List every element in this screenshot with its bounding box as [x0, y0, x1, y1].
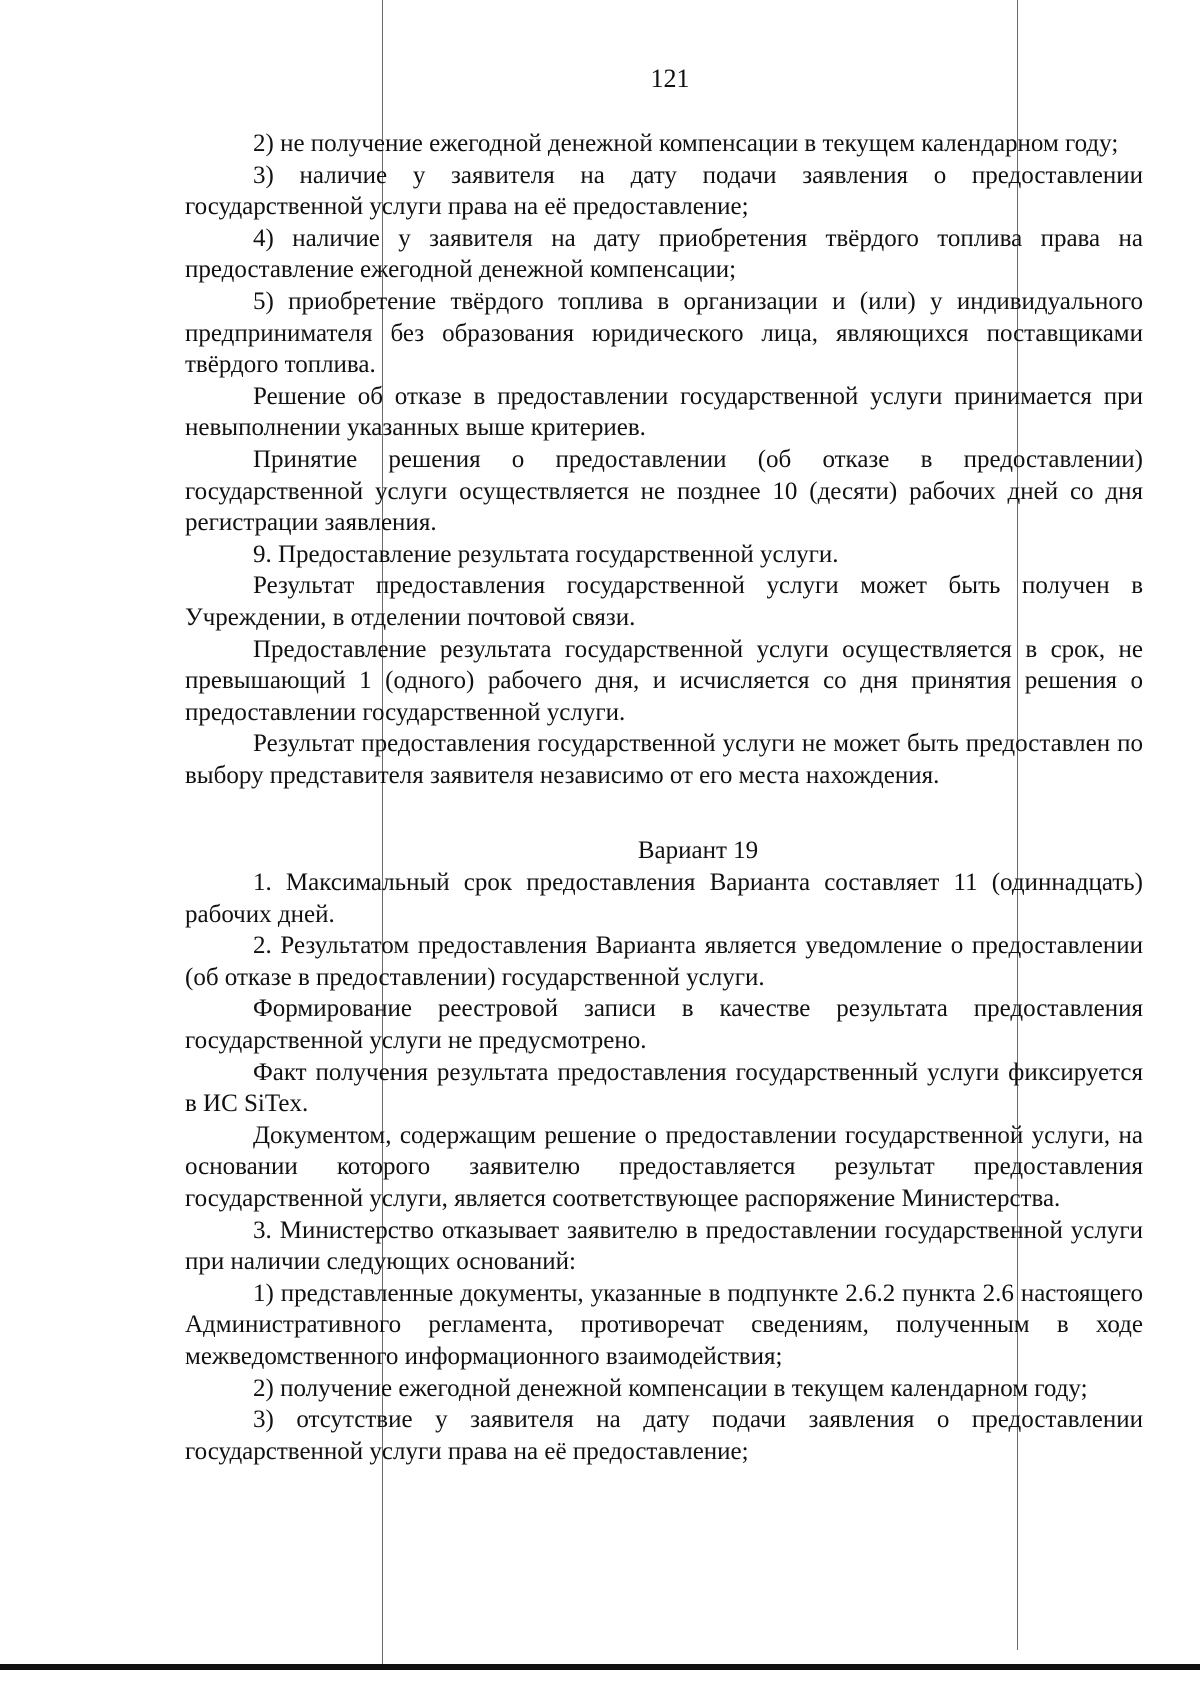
paragraph: Предоставление результата государственной услуги осуществляется в срок, не превышающий 1 (одного) рабочего дня, и исчисляется со дня принятия решения о предоставлении государственной услуги.	[185, 635, 1143, 726]
page-number: 121	[650, 64, 690, 93]
paragraph: 3) отсутствие у заявителя на дату подачи заявления о предоставлении государственной услуги права на её предоставление;	[185, 1406, 1143, 1465]
paragraph: Формирование реестровой записи в качестве результата предоставления государственной услуги не предусмотрено.	[185, 995, 1143, 1055]
paragraph: 3. Министерство отказывает заявителю в предоставлении государственной услуги при наличии следующих оснований:	[185, 1216, 1143, 1276]
paragraph: Факт получения результата предоставления государственный услуги фиксируется в ИС SiTex.	[185, 1058, 1143, 1118]
paragraph: Решение об отказе в предоставлении государственной услуги принимается при невыполнении указанных выше критериев.	[185, 382, 1143, 442]
paragraph: Документом, содержащим решение о предоставлении государственной услуги, на основании которого заявителю предоставляется результат предоставления государственной услуги, является соответствующее распоряжение Министерства.	[185, 1121, 1143, 1212]
paragraph: 4) наличие у заявителя на дату приобретения твёрдого топлива права на предоставление ежегодной денежной компенсации;	[185, 224, 1143, 284]
bottom-edge-rule	[0, 1664, 1200, 1670]
paragraph: 1. Максимальный срок предоставления Варианта составляет 11 (одиннадцать) рабочих дней.	[185, 869, 1143, 928]
paragraph: 1) представленные документы, указанные в подпункте 2.6.2 пункта 2.6 настоящего Административного регламента, противоречат сведениям, полученным в ходе межведомственного информационного взаимодействия;	[185, 1279, 1143, 1370]
paragraph: Результат предоставления государственной услуги не может быть предоставлен по выбору представителя заявителя независимо от его места нахождения.	[185, 730, 1143, 789]
paragraph: 9. Предоставление результата государственной услуги.	[253, 540, 839, 568]
paragraph: 5) приобретение твёрдого топлива в организации и (или) у индивидуального предпринимателя без образования юридического лица, являющихся поставщиками твёрдого топлива.	[185, 287, 1143, 379]
document-body	[185, 128, 1143, 1467]
paragraph: 2. Результатом предоставления Варианта является уведомление о предоставлении (об отказе в предоставлении) государственной услуги.	[185, 932, 1143, 991]
paragraph: 3) наличие у заявителя на дату подачи заявления о предоставлении государственной услуги права на её предоставление;	[185, 161, 1143, 221]
paragraph: Принятие решения о предоставлении (об отказе в предоставлении) государственной услуги осуществляется не позднее 10 (десяти) рабочих дней со дня регистрации заявления.	[185, 445, 1143, 537]
paragraph: 2) не получение ежегодной денежной компенсации в текущем календарном году;	[253, 130, 1119, 157]
section-heading: Вариант 19	[637, 837, 759, 865]
paragraph: 2) получение ежегодной денежной компенсации в текущем календарном году;	[253, 1374, 1088, 1402]
paragraph: Результат предоставления государственной услуги может быть получен в Учреждении, в отделении почтовой связи.	[185, 572, 1143, 631]
